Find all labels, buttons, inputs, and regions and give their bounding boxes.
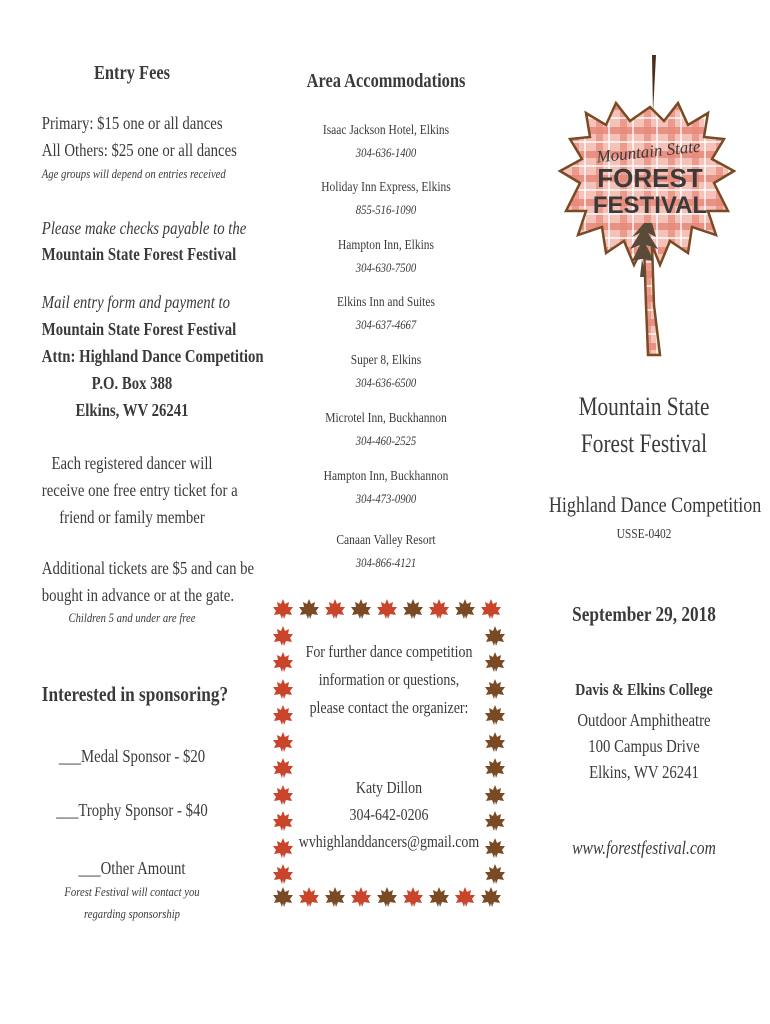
age-note: Age groups will depend on entries received bbox=[41, 166, 226, 181]
venue-name: Davis & Elkins College bbox=[575, 680, 713, 699]
website-link[interactable]: www.forestfestival.com bbox=[572, 838, 716, 859]
maple-leaf-icon bbox=[484, 757, 506, 779]
logo-line-2: FOREST bbox=[597, 163, 703, 193]
sponsor-note-1: Forest Festival will contact you bbox=[64, 884, 200, 899]
maple-leaf-icon bbox=[298, 598, 320, 620]
maple-leaf-icon bbox=[272, 886, 294, 908]
maple-leaf-icon bbox=[480, 886, 502, 908]
venue-street: 100 Campus Drive bbox=[588, 736, 700, 756]
maple-leaf-icon bbox=[298, 886, 320, 908]
maple-leaf-icon bbox=[350, 886, 372, 908]
maple-leaf-icon bbox=[484, 731, 506, 753]
hotel-item: Canaan Valley Resort 304-866-4121 bbox=[336, 533, 436, 570]
hotel-item: Super 8, Elkins 304-636-6500 bbox=[350, 353, 422, 390]
additional-line-2: bought in advance or at the gate. bbox=[41, 585, 235, 605]
checks-line: Please make checks payable to the bbox=[41, 218, 247, 238]
maple-leaf-icon bbox=[376, 598, 398, 620]
logo-line-3: FESTIVAL bbox=[592, 192, 708, 219]
maple-leaf-icon bbox=[272, 598, 294, 620]
hotel-item: Elkins Inn and Suites 304-637-4667 bbox=[337, 295, 435, 332]
competition-name: Highland Dance Competition bbox=[548, 492, 762, 517]
maple-leaf-icon bbox=[376, 886, 398, 908]
maple-leaf-icon bbox=[324, 886, 346, 908]
maple-leaf-icon bbox=[402, 886, 424, 908]
other-amount-option: ___Other Amount bbox=[78, 858, 186, 878]
medal-sponsor-option: ___Medal Sponsor - $20 bbox=[58, 746, 206, 766]
mail-line: Mail entry form and payment to bbox=[41, 292, 230, 312]
hotel-item: Microtel Inn, Buckhannon 304-460-2525 bbox=[325, 411, 447, 448]
sanction-code: USSE-0402 bbox=[616, 527, 672, 542]
entry-column bbox=[22, 0, 264, 1024]
children-note: Children 5 and under are free bbox=[68, 610, 196, 625]
maple-leaf-icon bbox=[324, 598, 346, 620]
entry-fees-title: Entry Fees bbox=[93, 62, 171, 84]
event-column bbox=[528, 0, 760, 1024]
trophy-sponsor-option: ___Trophy Sponsor - $40 bbox=[56, 800, 208, 820]
event-title: Mountain State Forest Festival bbox=[578, 392, 710, 458]
ticket-line-1: Each registered dancer will bbox=[51, 453, 213, 473]
accommodations-title: Area Accommodations bbox=[306, 70, 466, 92]
venue-place: Outdoor Amphitheatre bbox=[577, 710, 711, 730]
contact-intro-1: For further dance competition bbox=[305, 642, 473, 661]
others-fee: All Others: $25 one or all dances bbox=[41, 140, 237, 160]
contact-intro-3: please contact the organizer: bbox=[309, 698, 469, 717]
hotel-item: Holiday Inn Express, Elkins 855-516-1090 bbox=[321, 180, 451, 217]
contact-phone: 304-642-0206 bbox=[349, 805, 429, 824]
hotel-item: Hampton Inn, Buckhannon 304-473-0900 bbox=[323, 469, 449, 506]
mail-box: P.O. Box 388 bbox=[91, 373, 173, 393]
maple-leaf-icon bbox=[480, 598, 502, 620]
maple-leaf-icon bbox=[454, 598, 476, 620]
mail-attn: Attn: Highland Dance Competition bbox=[41, 346, 264, 366]
mail-city: Elkins, WV 26241 bbox=[75, 400, 189, 420]
maple-leaf-icon bbox=[272, 863, 294, 885]
ticket-line-3: friend or family member bbox=[59, 507, 205, 527]
contact-intro-2: information or questions, bbox=[318, 670, 460, 689]
maple-leaf-icon bbox=[272, 757, 294, 779]
primary-fee: Primary: $15 one or all dances bbox=[41, 113, 223, 133]
mail-payee: Mountain State Forest Festival bbox=[41, 319, 237, 339]
hotel-item: Hampton Inn, Elkins 304-630-7500 bbox=[338, 238, 434, 275]
additional-line-1: Additional tickets are $5 and can be bbox=[41, 558, 255, 578]
hotel-item: Isaac Jackson Hotel, Elkins 304-636-1400 bbox=[322, 123, 450, 160]
sponsor-title: Interested in sponsoring? bbox=[41, 682, 229, 706]
maple-leaf-icon bbox=[272, 731, 294, 753]
event-date: September 29, 2018 bbox=[572, 602, 716, 626]
contact-name: Katy Dillon bbox=[355, 778, 423, 797]
maple-leaf-icon bbox=[454, 886, 476, 908]
maple-leaf-icon bbox=[350, 598, 372, 620]
maple-leaf-icon bbox=[402, 598, 424, 620]
logo-line-1: Mountain State bbox=[595, 136, 702, 167]
checks-payee: Mountain State Forest Festival bbox=[41, 244, 237, 264]
ticket-line-2: receive one free entry ticket for a bbox=[41, 480, 238, 500]
accommodations-column bbox=[266, 0, 506, 590]
maple-leaf-icon bbox=[428, 886, 450, 908]
sponsor-note-2: regarding sponsorship bbox=[83, 906, 181, 921]
maple-leaf-icon bbox=[484, 863, 506, 885]
contact-email[interactable]: wvhighlanddancers@gmail.com bbox=[298, 832, 480, 851]
maple-leaf-icon bbox=[428, 598, 450, 620]
venue-city: Elkins, WV 26241 bbox=[589, 762, 699, 782]
